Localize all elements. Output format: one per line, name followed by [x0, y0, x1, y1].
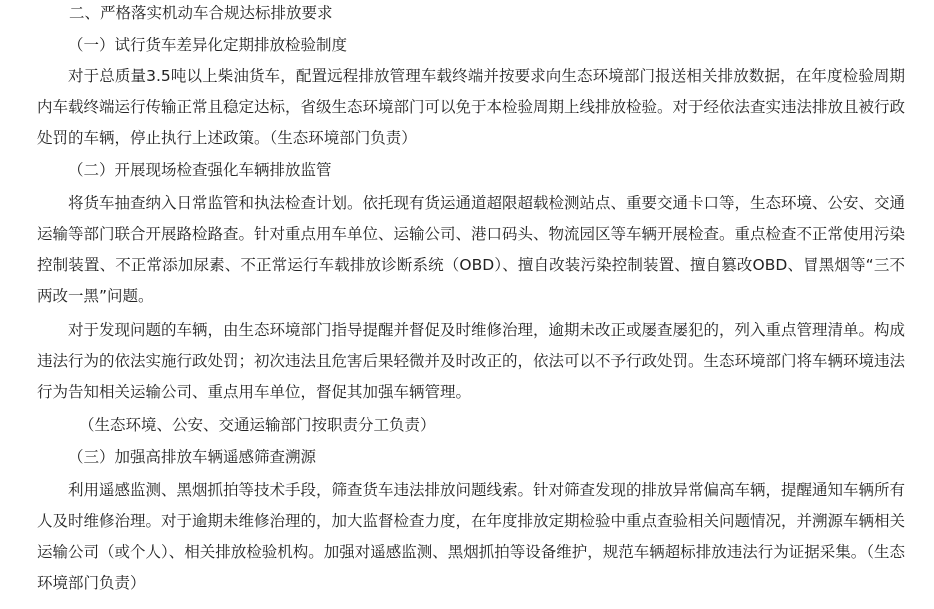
- subsection-2-responsibility-note: （生态环境、公安、交通运输部门按职责分工负责）: [79, 416, 436, 434]
- subsection-2-paragraph-2: 对于发现问题的车辆，由生态环境部门指导提醒并督促及时维修治理，逾期未改正或屡查屡犯的，列入重点管理清单。构成违法行为的依法实施行政处罚；初次违法且危害后果轻微并及时改正的，依法可以不予行政处罚。生态环境部门将车辆环境违法行为告知相关运输公司、重点用车单位，督促其加强车辆管理。: [37, 321, 906, 401]
- subsection-3-paragraph-1: 利用遥感监测、黑烟抓拍等技术手段，筛查货车违法排放问题线索。针对筛查发现的排放异常偏高车辆，提醒通知车辆所有人及时维修治理。对于逾期未维修治理的，加大监督检查力度，在年度排放定期检验中重点查验相关问题情况，并溯源车辆相关运输公司（或个人）、相关排放检验机构。加强对遥感监测、黑烟抓拍等设备维护，规范车辆超标排放违法行为证据采集。（生态环境部门负责）: [37, 481, 906, 592]
- subsection-2-paragraph-1: 将货车抽查纳入日常监管和执法检查计划。依托现有货运通道超限超载检测站点、重要交通卡口等，生态环境、公安、交通运输等部门联合开展路检路查。针对重点用车单位、运输公司、港口码头、物流园区等车辆开展检查。重点检查不正常使用污染控制装置、不正常添加尿素、不正常运行车载排放诊断系统（OBD）、擅自改装污染控制装置、擅自篡改OBD、冒黑烟等“三不两改一黑”问题。: [37, 194, 906, 305]
- subsection-2-title: （二）开展现场检查强化车辆排放监管: [68, 161, 332, 179]
- section-title: 二、严格落实机动车合规达标排放要求: [69, 4, 333, 22]
- subsection-1-paragraph-1: 对于总质量3.5吨以上柴油货车，配置远程排放管理车载终端并按要求向生态环境部门报送相关排放数据，在年度检验周期内车载终端运行传输正常且稳定达标，省级生态环境部门可以免于本检验周期上线排放检验。对于经依法查实违法排放且被行政处罚的车辆，停止执行上述政策。（生态环境部门负责）: [37, 67, 906, 147]
- subsection-3-title: （三）加强高排放车辆遥感筛查溯源: [68, 448, 317, 466]
- document-body: [37, 0, 905, 599]
- subsection-1-title: （一）试行货车差异化定期排放检验制度: [68, 36, 348, 54]
